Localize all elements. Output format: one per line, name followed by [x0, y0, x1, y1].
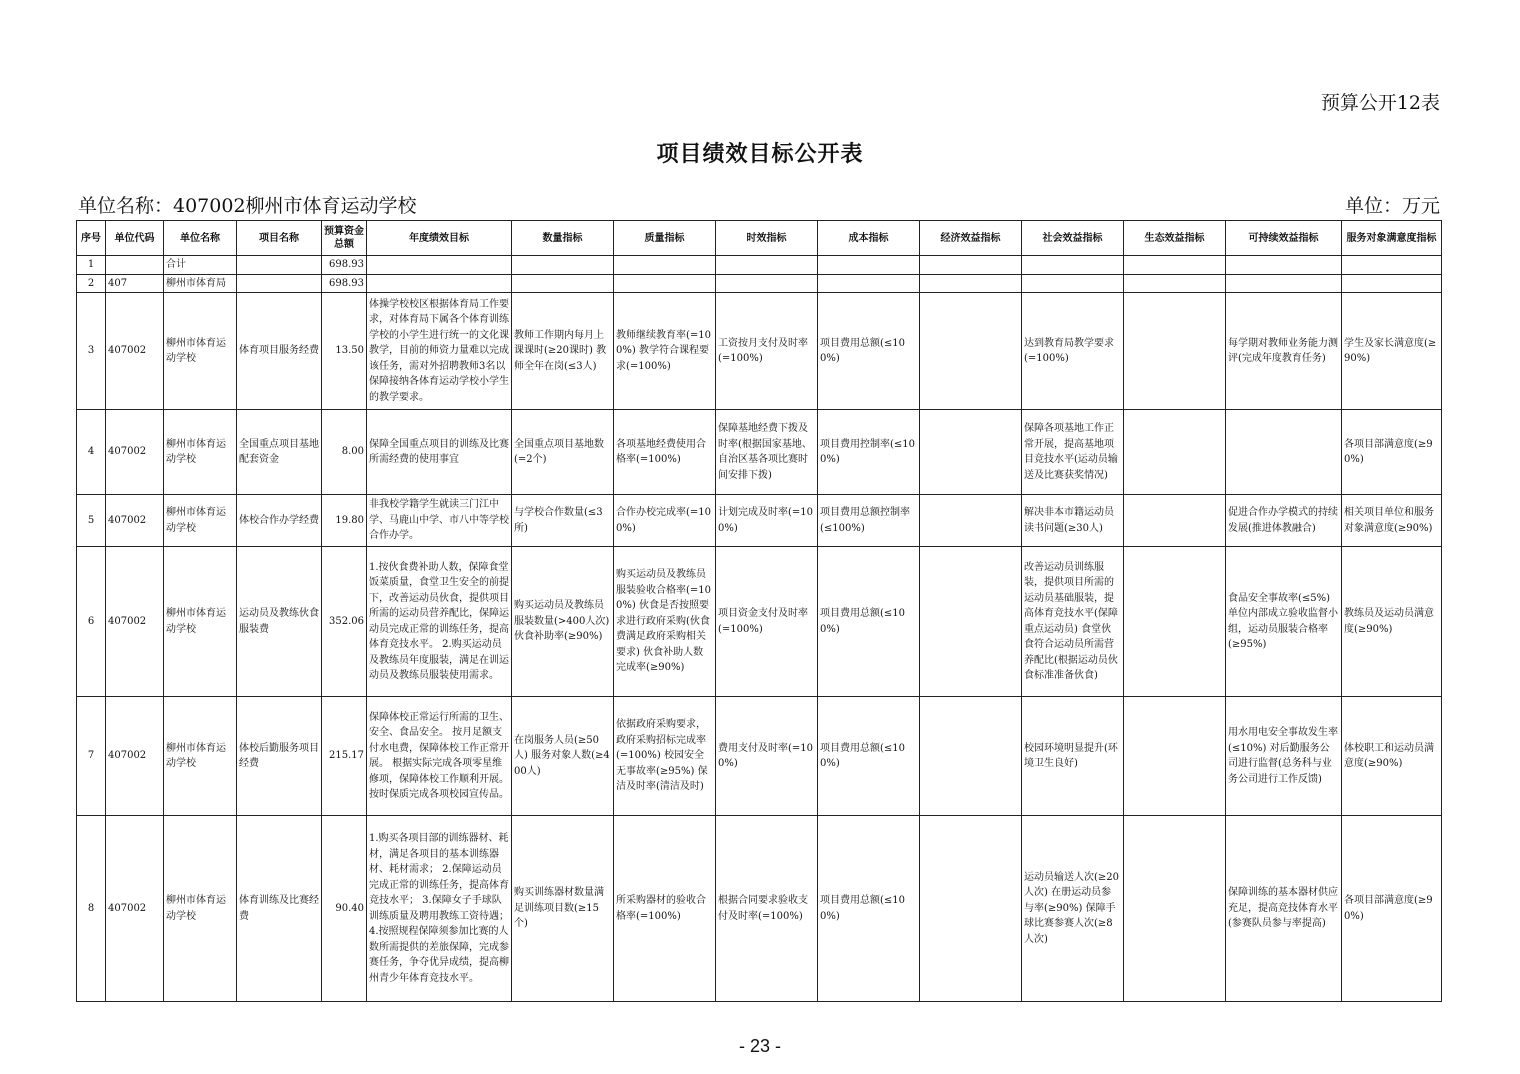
table-cell: 项目费用总额控制率(≤100%) [818, 495, 920, 547]
col-header: 时效指标 [716, 221, 818, 256]
table-cell [1124, 256, 1226, 275]
table-cell: 8.00 [322, 410, 367, 495]
table-cell: 407002 [106, 495, 164, 547]
table-cell: 1 [77, 256, 106, 275]
table-cell [1124, 410, 1226, 495]
table-cell [1124, 495, 1226, 547]
unit-label: 单位：万元 [1344, 195, 1440, 217]
performance-table [76, 220, 1442, 1002]
table-row [77, 410, 1442, 495]
table-cell [716, 256, 818, 275]
table-cell: 柳州市体育局 [164, 274, 237, 293]
table-cell: 8 [77, 816, 106, 1002]
table-cell: 所采购器材的验收合格率(=100%) [614, 816, 716, 1002]
table-cell: 698.93 [322, 274, 367, 293]
table-row [77, 274, 1442, 293]
table-cell: 项目费用总额(≤100%) [818, 816, 920, 1002]
table-cell: 项目费用总额(≤100%) [818, 293, 920, 410]
table-cell: 体操学校校区根据体育局工作要求，对体育局下属各个体育训练学校的小学生进行统一的文化课教学，目前的师资力量难以完成该任务，需对外招聘教师3名以保障接纳各体育运动学校小学生的教学要求。 [367, 293, 512, 410]
table-cell: 全国重点项目基地配套资金 [237, 410, 322, 495]
doc-tag: 预算公开12表 [1320, 92, 1440, 114]
table-cell: 13.50 [322, 293, 367, 410]
table-cell: 保障训练的基本器材供应充足，提高竞技体育水平(参赛队员参与率提高) [1226, 816, 1342, 1002]
table-cell [1124, 547, 1226, 697]
table-cell: 计划完成及时率(=100%) [716, 495, 818, 547]
table-cell: 教师继续教育率(=100%) 教学符合课程要求(=100%) [614, 293, 716, 410]
table-cell: 购买训练器材数量满足训练项目数(≥15个) [512, 816, 614, 1002]
page-number: - 23 - [738, 1036, 781, 1056]
table-row [77, 293, 1442, 410]
table-cell [920, 816, 1022, 1002]
table-cell [920, 410, 1022, 495]
table-cell: 工资按月支付及时率(=100%) [716, 293, 818, 410]
table-cell [512, 256, 614, 275]
table-cell [1342, 256, 1442, 275]
table-cell [1124, 816, 1226, 1002]
table-cell: 保障体校正常运行所需的卫生、安全、食品安全。 按月足额支付水电费，保障体校工作正常开展。 根据实际完成各项零星维修项，保障体校工作顺利开展。 按时保质完成各项校园宣传品。 [367, 697, 512, 816]
table-cell: 与学校合作数量(≤3所) [512, 495, 614, 547]
table-cell: 柳州市体育运动学校 [164, 816, 237, 1002]
table-cell [920, 256, 1022, 275]
col-header: 可持续效益指标 [1226, 221, 1342, 256]
table-cell: 体校后勤服务项目经费 [237, 697, 322, 816]
table-cell: 合作办校完成率(=100%) [614, 495, 716, 547]
table-cell [1124, 697, 1226, 816]
table-cell: 依据政府采购要求，政府采购招标完成率(=100%) 校园安全无事故率(≥95%) 保洁及时率(清洁及时) [614, 697, 716, 816]
page-title: 项目绩效目标公开表 [656, 141, 864, 167]
table-cell: 柳州市体育运动学校 [164, 410, 237, 495]
table-cell: 促进合作办学模式的持续发展(推进体教融合) [1226, 495, 1342, 547]
col-header: 社会效益指标 [1022, 221, 1124, 256]
table-cell [1022, 274, 1124, 293]
table-cell: 1.按伙食费补助人数，保障食堂饭菜质量，食堂卫生安全的前提下，改善运动员伙食，提供项目所需的运动员营养配比，保障运动员完成正常的训练任务，提高体育竞技水平。 2.购买运动员及教练员年度服装，满足在训运动员及教练员服装使用需求。 [367, 547, 512, 697]
table-row [77, 697, 1442, 816]
table-cell: 项目费用总额(≤100%) [818, 547, 920, 697]
col-header: 生态效益指标 [1124, 221, 1226, 256]
table-cell: 698.93 [322, 256, 367, 275]
table-cell: 体校职工和运动员满意度(≥90%) [1342, 697, 1442, 816]
col-header: 经济效益指标 [920, 221, 1022, 256]
table-cell: 90.40 [322, 816, 367, 1002]
table-cell: 19.80 [322, 495, 367, 547]
table-cell [920, 495, 1022, 547]
col-header: 质量指标 [614, 221, 716, 256]
table-cell: 柳州市体育运动学校 [164, 293, 237, 410]
unit-name: 单位名称：407002柳州市体育运动学校 [78, 195, 417, 217]
table-cell [512, 274, 614, 293]
table-row [77, 547, 1442, 697]
table-cell: 校园环境明显提升(环境卫生良好) [1022, 697, 1124, 816]
table-cell: 项目资金支付及时率(=100%) [716, 547, 818, 697]
table-cell [367, 274, 512, 293]
col-header: 成本指标 [818, 221, 920, 256]
table-cell [614, 274, 716, 293]
table-cell: 体校合作办学经费 [237, 495, 322, 547]
table-cell: 柳州市体育运动学校 [164, 697, 237, 816]
table-cell: 保障基地经费下拨及时率(根据国家基地、自治区基各项比赛时间安排下拨) [716, 410, 818, 495]
col-header: 年度绩效目标 [367, 221, 512, 256]
col-header: 数量指标 [512, 221, 614, 256]
table-cell: 各项目部满意度(≥90%) [1342, 816, 1442, 1002]
table-cell: 全国重点项目基地数(=2个) [512, 410, 614, 495]
table-cell [237, 274, 322, 293]
table-cell [1226, 274, 1342, 293]
table-cell: 运动员及教练伙食服装费 [237, 547, 322, 697]
table-cell: 教师工作期内每月上课课时(≥20课时) 教师全年在岗(≤3人) [512, 293, 614, 410]
table-cell: 407002 [106, 410, 164, 495]
col-header: 预算资金总额 [322, 221, 367, 256]
table-cell: 6 [77, 547, 106, 697]
col-header: 服务对象满意度指标 [1342, 221, 1442, 256]
table-cell: 407002 [106, 293, 164, 410]
col-header: 单位代码 [106, 221, 164, 256]
table-cell: 根据合同要求验收支付及时率(=100%) [716, 816, 818, 1002]
table-cell: 学生及家长满意度(≥90%) [1342, 293, 1442, 410]
table-cell: 柳州市体育运动学校 [164, 495, 237, 547]
table-cell: 体育训练及比赛经费 [237, 816, 322, 1002]
table-cell: 合计 [164, 256, 237, 275]
col-header: 单位名称 [164, 221, 237, 256]
table-cell: 费用支付及时率(=100%) [716, 697, 818, 816]
col-header: 序号 [77, 221, 106, 256]
table-cell: 在岗服务人员(≥50人) 服务对象人数(≥400人) [512, 697, 614, 816]
table-cell: 407 [106, 274, 164, 293]
table-cell: 7 [77, 697, 106, 816]
table-cell [818, 274, 920, 293]
table-cell [614, 256, 716, 275]
table-cell [920, 274, 1022, 293]
table-cell: 各项目部满意度(≥90%) [1342, 410, 1442, 495]
table-cell [106, 256, 164, 275]
table-cell: 4 [77, 410, 106, 495]
table-cell: 5 [77, 495, 106, 547]
table-cell: 407002 [106, 697, 164, 816]
table-cell: 购买运动员及教练员服装验收合格率(=100%) 伙食是否按照要求进行政府采购(伙食费满足政府采购相关要求) 伙食补助人数完成率(≥90%) [614, 547, 716, 697]
table-cell [1124, 274, 1226, 293]
table-cell [818, 256, 920, 275]
table-cell: 保障全国重点项目的训练及比赛所需经费的使用事宜 [367, 410, 512, 495]
table-cell [1226, 256, 1342, 275]
table-cell: 柳州市体育运动学校 [164, 547, 237, 697]
table-cell: 运动员输送人次(≥20人次) 在册运动员参与率(≥90%) 保障手球比赛参赛人次(≥8人次) [1022, 816, 1124, 1002]
table-row [77, 256, 1442, 275]
table-cell: 407002 [106, 547, 164, 697]
table-cell [1022, 256, 1124, 275]
table-cell: 达到教育局教学要求(=100%) [1022, 293, 1124, 410]
table-cell [920, 293, 1022, 410]
table-cell: 352.06 [322, 547, 367, 697]
table-cell [1342, 274, 1442, 293]
table-cell [237, 256, 322, 275]
table-cell [920, 697, 1022, 816]
table-cell: 保障各项基地工作正常开展，提高基地项目竞技水平(运动员输送及比赛获奖情况) [1022, 410, 1124, 495]
table-cell: 项目费用总额(≤100%) [818, 697, 920, 816]
col-header: 项目名称 [237, 221, 322, 256]
table-cell [1124, 293, 1226, 410]
table-cell: 教练员及运动员满意度(≥90%) [1342, 547, 1442, 697]
table-row [77, 495, 1442, 547]
table-cell: 每学期对教师业务能力测评(完成年度教育任务) [1226, 293, 1342, 410]
table-cell: 体育项目服务经费 [237, 293, 322, 410]
table-row [77, 816, 1442, 1002]
table-cell: 购买运动员及教练员服装数量(>400人次) 伙食补助率(≥90%) [512, 547, 614, 697]
table-cell: 相关项目单位和服务对象满意度(≥90%) [1342, 495, 1442, 547]
table-cell: 解决非本市籍运动员读书问题(≥30人) [1022, 495, 1124, 547]
table-cell: 用水用电安全事故发生率(≤10%) 对后勤服务公司进行监督(总务科与业务公司进行工作反馈) [1226, 697, 1342, 816]
table-cell: 215.17 [322, 697, 367, 816]
table-cell: 2 [77, 274, 106, 293]
table-cell: 3 [77, 293, 106, 410]
table-header-row [77, 221, 1442, 256]
table-cell [1226, 410, 1342, 495]
table-cell: 各项基地经费使用合格率(=100%) [614, 410, 716, 495]
table-cell: 改善运动员训练服装，提供项目所需的运动员基础服装，提高体育竞技水平(保障重点运动员) 食堂伙食符合运动员所需营养配比(根据运动员伙食标准准备伙食) [1022, 547, 1124, 697]
table-cell [716, 274, 818, 293]
table-cell: 非我校学籍学生就读三门江中学、马鹿山中学、市八中等学校合作办学。 [367, 495, 512, 547]
table-cell [367, 256, 512, 275]
table-cell: 407002 [106, 816, 164, 1002]
table-cell [920, 547, 1022, 697]
table-cell: 项目费用控制率(≤100%) [818, 410, 920, 495]
table-cell: 1.购买各项目部的训练器材、耗材，满足各项目的基本训练器材、耗材需求； 2.保障运动员完成正常的训练任务，提高体育竞技水平； 3.保障女子手球队训练质量及聘用教练工资待遇； 4.按照规程保障须参加比赛的人数所需提供的差旅保障，完成参赛任务，争夺优异成绩，提高柳州青少年体育竞技水平。 [367, 816, 512, 1002]
table-cell: 食品安全事故率(≤5%) 单位内部成立验收监督小组，运动员服装合格率(≥95%) [1226, 547, 1342, 697]
